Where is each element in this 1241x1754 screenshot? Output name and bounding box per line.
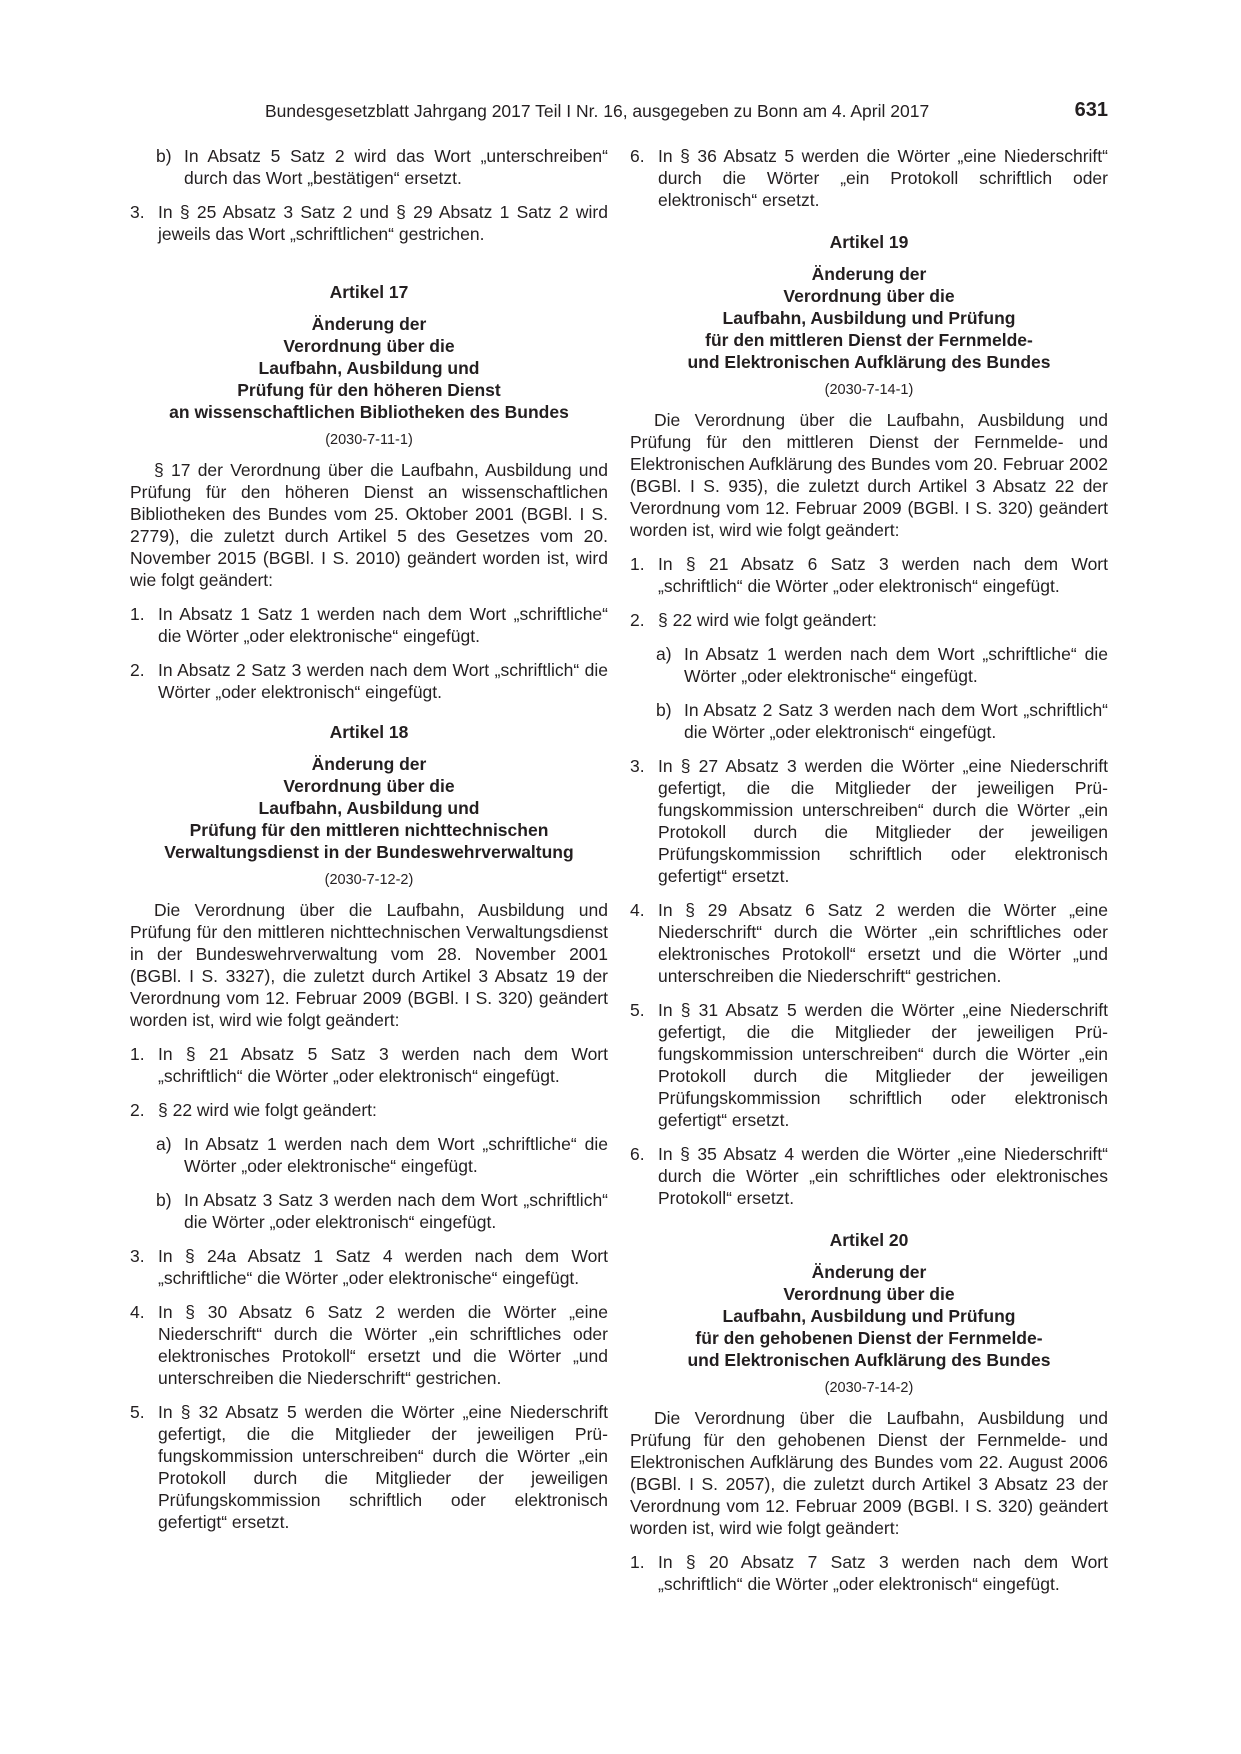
item-text: In § 24a Absatz 1 Satz 4 werden nach dem Wort „schriftliche“ die Wörter „oder elektronische“ eingefügt. bbox=[158, 1246, 608, 1288]
list-item bbox=[630, 553, 1108, 597]
article-code: (2030-7-14-1) bbox=[824, 382, 914, 398]
item-text: In Absatz 2 Satz 3 werden nach dem Wort „schriftlich“ die Wörter „oder elektronisch“ eingefügt. bbox=[684, 700, 1108, 742]
item-number: 5. bbox=[130, 1402, 145, 1422]
article-title-line: für den gehobenen Dienst der Fernmelde- bbox=[695, 1328, 1043, 1348]
article-title-line: und Elektronischen Aufklärung des Bundes bbox=[687, 1350, 1051, 1370]
article-title-line: Verordnung über die bbox=[283, 336, 455, 356]
article-title-line: Änderung der bbox=[811, 1262, 927, 1282]
item-number: 2. bbox=[630, 610, 645, 630]
item-text: § 22 wird wie folgt geändert: bbox=[658, 610, 877, 630]
article-code: (2030-7-11-1) bbox=[325, 432, 413, 448]
article-title bbox=[130, 753, 608, 863]
article-title-line: Laufbahn, Ausbildung und bbox=[258, 358, 480, 378]
article-title-line: Prüfung für den höheren Dienst bbox=[237, 380, 501, 400]
list-subitem bbox=[130, 1189, 608, 1233]
item-text: In § 20 Absatz 7 Satz 3 werden nach dem Wort „schriftlich“ die Wörter „oder elektronisch“ eingefügt. bbox=[658, 1552, 1108, 1594]
article-body: Die Verordnung über die Laufbahn, Ausbildung und Prüfung für den mittleren nichttechnischen Verwaltungsdienst in der Bundeswehrverwaltung vom 28. November 2001 (BGBl. I S. 3327), die zuletzt durch Artikel 3 Absatz 19 der Verordnung vom 12. Februar 2009 (BGBl. I S. 320) geändert worden ist, wird wie folgt geändert: bbox=[130, 900, 608, 1030]
article-title-line: Prüfung für den mittleren nichttechnischen bbox=[189, 820, 549, 840]
list-item bbox=[630, 609, 1108, 631]
list-item bbox=[130, 1245, 608, 1289]
item-text: In § 30 Absatz 6 Satz 2 werden die Wörter „eine Niederschrift“ durch die Wörter „ein schriftliches oder elektronisches Protokoll“ ersetzt und die Wörter „und unterschreiben die Niederschrift“ gestrichen. bbox=[158, 1302, 608, 1388]
list-subitem bbox=[130, 1133, 608, 1177]
left-column bbox=[130, 146, 608, 1545]
item-number: 3. bbox=[130, 202, 145, 222]
article-code: (2030-7-12-2) bbox=[324, 872, 414, 888]
item-number: 6. bbox=[630, 1144, 645, 1164]
item-text: In § 21 Absatz 6 Satz 3 werden nach dem Wort „schriftlich“ die Wörter „oder elektronisch“ eingefügt. bbox=[658, 554, 1108, 596]
article-title bbox=[130, 313, 608, 423]
article-heading: Artikel 18 bbox=[329, 722, 409, 742]
item-number: 1. bbox=[630, 554, 645, 574]
item-text: In § 27 Absatz 3 werden die Wörter „eine Niederschrift gefertigt, die die Mitglieder der jeweiligen Prüfungskommission unterschreiben“ durch die Wörter „ein Protokoll durch die Mitglieder der jeweiligen Prüfungskommission schriftlich oder elektronisch gefertigt“ ersetzt. bbox=[658, 756, 1108, 886]
article-title-line: Laufbahn, Ausbildung und Prüfung bbox=[722, 1306, 1016, 1326]
page-number: 631 bbox=[1074, 99, 1108, 121]
item-number: b) bbox=[156, 146, 172, 166]
list-item bbox=[130, 1043, 608, 1087]
item-text: In § 32 Absatz 5 werden die Wörter „eine Niederschrift gefertigt, die die Mitglieder der jeweiligen Prüfungskommission unterschreiben“ durch die Wörter „ein Protokoll durch die Mitglieder der jeweiligen Prüfungskommission schriftlich oder elektronisch gefertigt“ ersetzt. bbox=[158, 1402, 608, 1532]
item-text: In § 29 Absatz 6 Satz 2 werden die Wörter „eine Niederschrift“ durch die Wörter „ein schriftliches oder elektronisches Protokoll“ ersetzt und die Wörter „und unterschreiben die Niederschrift“ gestrichen. bbox=[658, 900, 1108, 986]
item-number: a) bbox=[156, 1134, 172, 1154]
item-text: In Absatz 3 Satz 3 werden nach dem Wort „schriftlich“ die Wörter „oder elektronisch“ eingefügt. bbox=[184, 1190, 608, 1232]
item-number: b) bbox=[656, 700, 672, 720]
list-item bbox=[130, 1301, 608, 1389]
list-item bbox=[130, 1401, 608, 1533]
article-heading: Artikel 19 bbox=[829, 232, 909, 252]
article-title bbox=[630, 1261, 1108, 1371]
article-body: Die Verordnung über die Laufbahn, Ausbildung und Prüfung für den gehobenen Dienst der Fernmelde- und Elektronischen Aufklärung des Bundes vom 22. August 2006 (BGBl. I S. 2057), die zuletzt durch Artikel 3 Absatz 23 der Verordnung vom 12. Februar 2009 (BGBl. I S. 320) geändert worden ist, wird wie folgt geändert: bbox=[630, 1408, 1108, 1538]
list-item bbox=[630, 755, 1108, 887]
article-body: § 17 der Verordnung über die Laufbahn, Ausbildung und Prüfung für den höheren Dienst an wissenschaftlichen Bibliotheken des Bundes vom 25. Oktober 2001 (BGBl. I S. 2779), die zuletzt durch Artikel 5 des Gesetzes vom 20. November 2015 (BGBl. I S. 2010) geändert worden ist, wird wie folgt geändert: bbox=[130, 460, 608, 590]
list-item bbox=[130, 145, 608, 189]
item-text: In Absatz 5 Satz 2 wird das Wort „unterschreiben“ durch das Wort „bestätigen“ ersetzt. bbox=[184, 146, 608, 188]
list-item bbox=[630, 1551, 1108, 1595]
article-title-line: Verordnung über die bbox=[783, 286, 955, 306]
list-subitem bbox=[630, 643, 1108, 687]
list-item bbox=[130, 1099, 608, 1121]
list-item bbox=[630, 999, 1108, 1131]
article-body: Die Verordnung über die Laufbahn, Ausbildung und Prüfung für den mittleren Dienst der Fernmelde- und Elektronischen Aufklärung des Bundes vom 20. Februar 2002 (BGBl. I S. 935), die zuletzt durch Artikel 3 Absatz 22 der Verordnung vom 12. Februar 2009 (BGBl. I S. 320) geändert worden ist, wird wie folgt geändert: bbox=[630, 410, 1108, 540]
item-number: a) bbox=[656, 644, 672, 664]
article-title-line: und Elektronischen Aufklärung des Bundes bbox=[687, 352, 1051, 372]
running-title: Bundesgesetzblatt Jahrgang 2017 Teil I Nr. 16, ausgegeben zu Bonn am 4. April 2017 bbox=[265, 101, 930, 121]
item-text: In § 35 Absatz 4 werden die Wörter „eine Niederschrift“ durch die Wörter „ein schriftliches oder elektronisches Protokoll“ ersetzt. bbox=[658, 1144, 1108, 1208]
item-text: In Absatz 2 Satz 3 werden nach dem Wort „schriftlich“ die Wörter „oder elektronisch“ eingefügt. bbox=[158, 660, 608, 702]
item-text: In Absatz 1 Satz 1 werden nach dem Wort „schriftliche“ die Wörter „oder elektronische“ eingefügt. bbox=[158, 604, 608, 646]
article-title-line: Änderung der bbox=[311, 314, 427, 334]
list-item bbox=[130, 201, 608, 245]
item-number: 3. bbox=[130, 1246, 145, 1266]
item-number: 4. bbox=[130, 1302, 145, 1322]
right-column bbox=[630, 146, 1108, 1607]
article-title-line: Änderung der bbox=[811, 264, 927, 284]
item-text: In § 31 Absatz 5 werden die Wörter „eine Niederschrift gefertigt, die die Mitglieder der jeweiligen Prüfungskommission unterschreiben“ durch die Wörter „ein Protokoll durch die Mitglieder der jeweiligen Prüfungskommission schriftlich oder elektronisch gefertigt“ ersetzt. bbox=[658, 1000, 1108, 1130]
item-number: 1. bbox=[130, 1044, 145, 1064]
item-text: In § 21 Absatz 5 Satz 3 werden nach dem Wort „schriftlich“ die Wörter „oder elektronisch“ eingefügt. bbox=[158, 1044, 608, 1086]
list-item bbox=[130, 603, 608, 647]
list-item bbox=[630, 145, 1108, 211]
item-number: 2. bbox=[130, 660, 145, 680]
item-number: 1. bbox=[130, 604, 145, 624]
item-number: 5. bbox=[630, 1000, 645, 1020]
item-text: In § 25 Absatz 3 Satz 2 und § 29 Absatz 1 Satz 2 wird jeweils das Wort „schriftlichen“ gestrichen. bbox=[158, 202, 608, 244]
item-number: 2. bbox=[130, 1100, 145, 1120]
item-text: In Absatz 1 werden nach dem Wort „schriftliche“ die Wörter „oder elektronische“ eingefügt. bbox=[184, 1134, 608, 1176]
article-title-line: an wissenschaftlichen Bibliotheken des Bundes bbox=[169, 402, 569, 422]
list-subitem bbox=[630, 699, 1108, 743]
article-title-line: Änderung der bbox=[311, 754, 427, 774]
article-title-line: Verwaltungsdienst in der Bundeswehrverwaltung bbox=[164, 842, 574, 862]
list-item bbox=[630, 1143, 1108, 1209]
article-title-line: für den mittleren Dienst der Fernmelde- bbox=[705, 330, 1033, 350]
article-title-line: Verordnung über die bbox=[783, 1284, 955, 1304]
item-number: 3. bbox=[630, 756, 645, 776]
article-heading: Artikel 20 bbox=[829, 1230, 909, 1250]
article-title-line: Verordnung über die bbox=[283, 776, 455, 796]
item-number: 4. bbox=[630, 900, 645, 920]
item-text: In § 36 Absatz 5 werden die Wörter „eine Niederschrift“ durch die Wörter „ein Protokoll schriftlich oder elektronisch“ ersetzt. bbox=[658, 146, 1108, 210]
list-item bbox=[630, 899, 1108, 987]
article-code: (2030-7-14-2) bbox=[824, 1380, 914, 1396]
item-number: 1. bbox=[630, 1552, 645, 1572]
running-header bbox=[130, 99, 1108, 125]
item-text: In Absatz 1 werden nach dem Wort „schriftliche“ die Wörter „oder elektronische“ eingefügt. bbox=[684, 644, 1108, 686]
article-title-line: Laufbahn, Ausbildung und bbox=[258, 798, 480, 818]
list-item bbox=[130, 659, 608, 703]
article-title bbox=[630, 263, 1108, 373]
item-number: b) bbox=[156, 1190, 172, 1210]
article-title-line: Laufbahn, Ausbildung und Prüfung bbox=[722, 308, 1016, 328]
item-number: 6. bbox=[630, 146, 645, 166]
item-text: § 22 wird wie folgt geändert: bbox=[158, 1100, 377, 1120]
article-heading: Artikel 17 bbox=[329, 282, 409, 302]
